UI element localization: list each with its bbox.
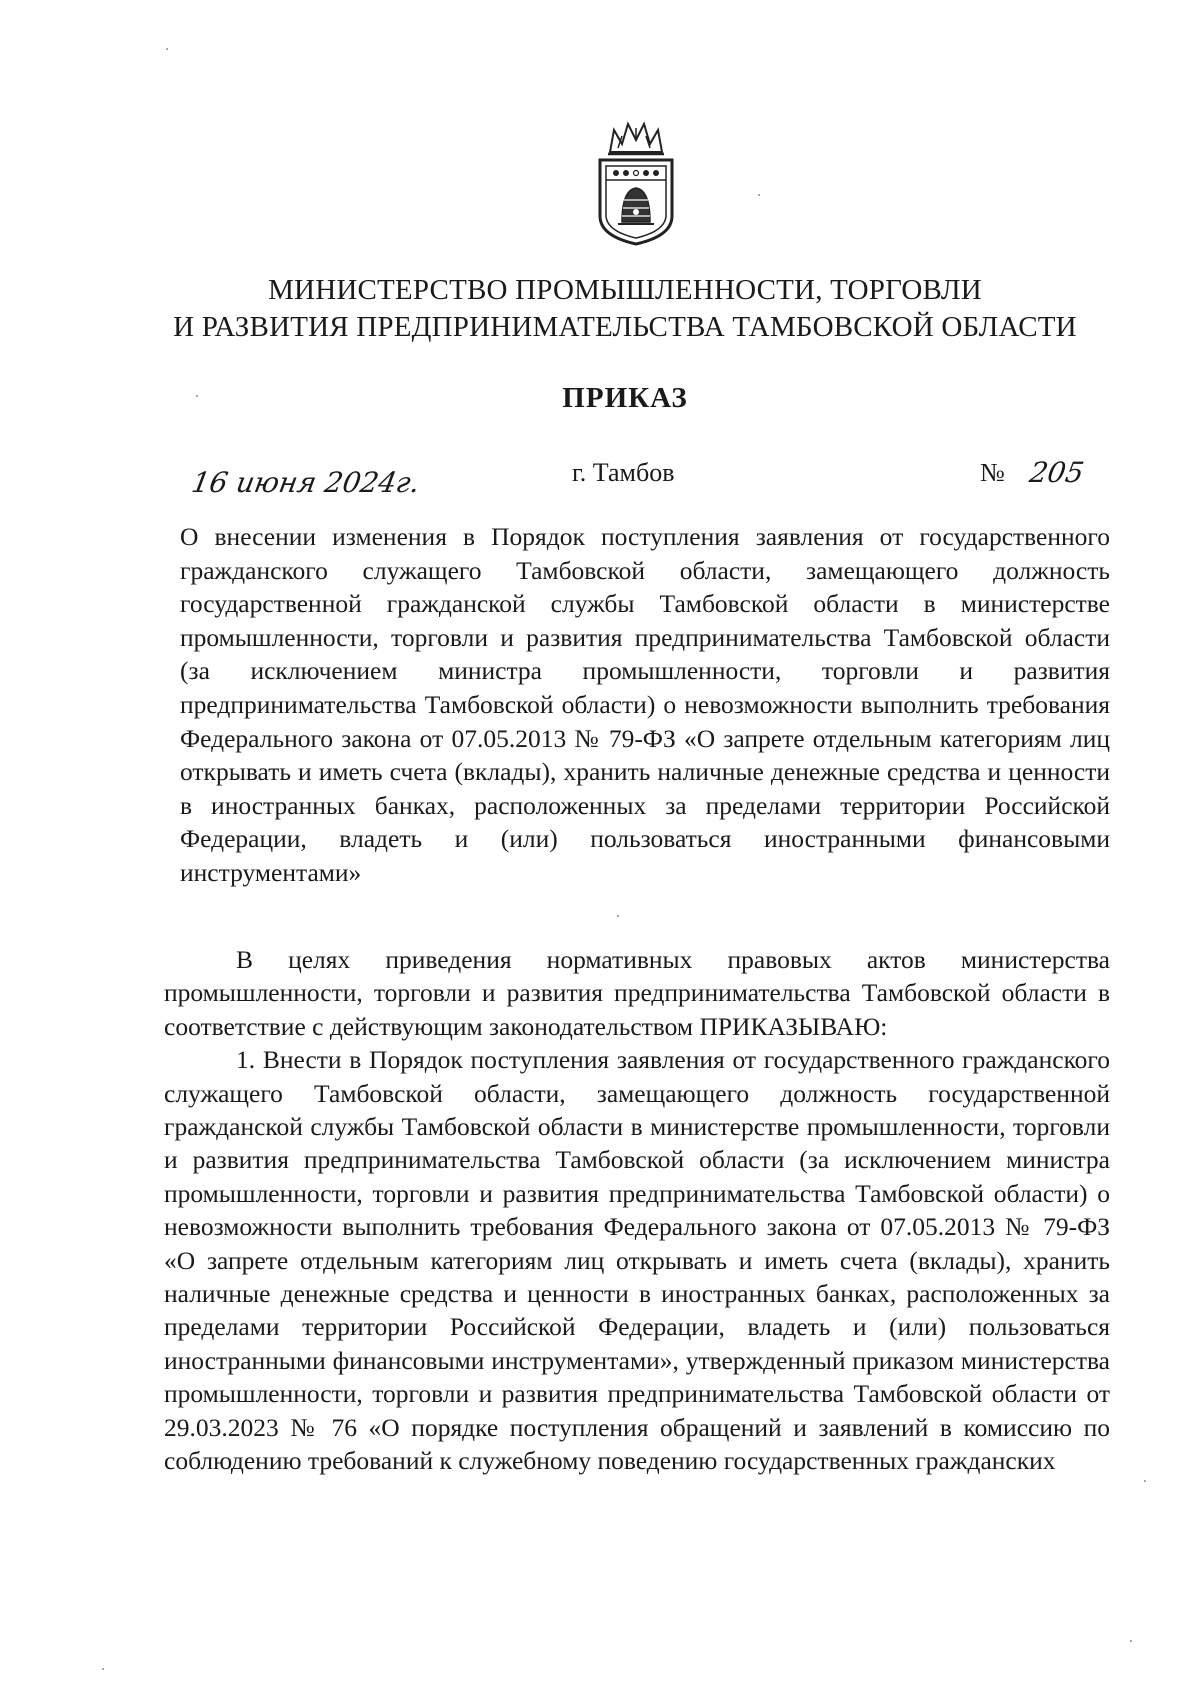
handwritten-date: 16 июня 2024г. (189, 466, 423, 499)
preamble-paragraph: В целях приведения нормативных правовых актов министерства промышленности, торговли и развития предпринимательства Тамбовской области в соответствие с действующим законодательством ПРИКАЗЫВАЮ: (164, 945, 1110, 1041)
scan-speck (1144, 1480, 1146, 1482)
document-meta-row (180, 458, 1110, 498)
scan-speck (196, 395, 198, 397)
scan-speck (758, 194, 760, 196)
ministry-name-line2: И РАЗВИТИЯ ПРЕДПРИНИМАТЕЛЬСТВА ТАМБОВСКОЙ ОБЛАСТИ (173, 311, 1077, 343)
scan-speck (1130, 1640, 1132, 1642)
document-body (164, 943, 1110, 1478)
item-1-paragraph: 1. Внести в Порядок поступления заявления от государственного гражданского служащего Тамбовской области, замещающего должность государственной гражданской службы Тамбовской области в министерстве промышленности, торговли и развития предпринимательства Тамбовской области (за исключением министра промышленности, торговли и развития предпринимательства Тамбовской области) о невозможности выполнить требования Федерального закона от 07.05.2013 № 79-ФЗ «О запрете отдельным категориям лиц открывать и иметь счета (вклады), хранить наличные денежные средства и ценности в иностранных банках, расположенных за пределами территории Российской Федерации, владеть и (или) пользоваться иностранными финансовыми инструментами», утвержденный приказом министерства промышленности, торговли и развития предпринимательства Тамбовской области от 29.03.2023 № 76 «О порядке поступления обращений и заявлений в комиссию по соблюдению требований к служебному поведению государственных гражданских (164, 1045, 1110, 1476)
tambov-coat-of-arms-icon (588, 118, 684, 248)
scan-speck (102, 1668, 104, 1670)
document-title: О внесении изменения в Порядок поступления заявления от государственного гражданского служащего Тамбовской области, замещающего должность государственной гражданской службы Тамбовской области в министерстве промышленности, торговли и развития предпринимательства Тамбовской области (за исключением министра промышленности, торговли и развития предпринимательства Тамбовской области) о невозможности выполнить требования Федерального закона от 07.05.2013 № 79-ФЗ «О запрете отдельным категориям лиц открывать и иметь счета (вклады), хранить наличные денежные средства и ценности в иностранных банках, расположенных за пределами территории Российской Федерации, владеть и (или) пользоваться иностранными финансовыми инструментами» (180, 522, 1110, 887)
city-label: г. Тамбов (572, 458, 675, 487)
ministry-name-line1: МИНИСТЕРСТВО ПРОМЫШЛЕННОСТИ, ТОРГОВЛИ (268, 274, 982, 306)
ministry-header (150, 272, 1100, 346)
number-label: № (980, 458, 1005, 487)
scan-speck (617, 915, 619, 917)
document-type: ПРИКАЗ (562, 382, 688, 414)
handwritten-number: 205 (1027, 456, 1087, 489)
scan-speck (166, 48, 168, 50)
